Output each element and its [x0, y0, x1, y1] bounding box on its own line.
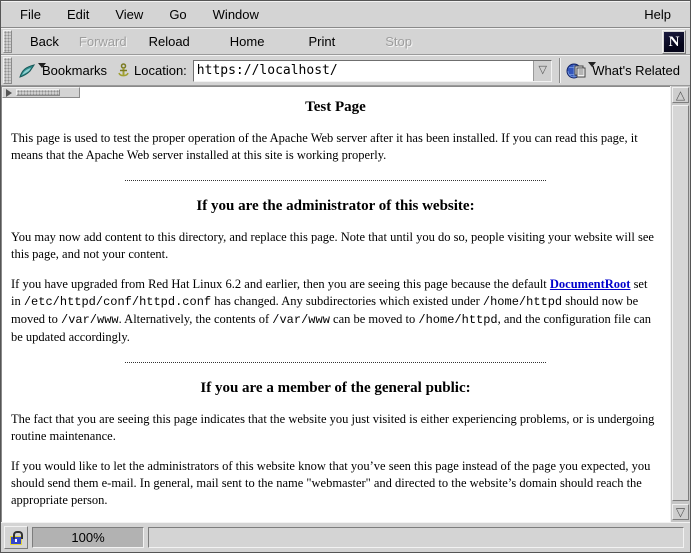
collapsed-personal-toolbar-tab[interactable] — [2, 87, 80, 98]
scrollbar-thumb[interactable] — [672, 105, 689, 501]
url-field-frame — [193, 60, 552, 82]
back-button[interactable]: Back — [30, 34, 59, 49]
horizontal-rule — [125, 180, 547, 182]
security-lock-button[interactable] — [4, 526, 28, 549]
upgrade-text: . Alternatively, the contents of — [118, 312, 273, 326]
whats-related-button[interactable] — [562, 60, 684, 81]
bookmark-icon — [18, 63, 37, 79]
menu-edit[interactable]: Edit — [66, 7, 90, 22]
admin-paragraph: You may now add content to this directory, and replace this page. Note that until you do so, people visiting your website will see this page, and not your content. — [11, 230, 654, 261]
progress-indicator: 100% — [32, 527, 144, 548]
page-viewport — [1, 86, 670, 522]
locationbar-grip-handle[interactable] — [3, 57, 12, 84]
menu-window[interactable]: Window — [212, 7, 259, 22]
upgrade-paragraph — [11, 276, 660, 346]
status-message — [148, 527, 684, 548]
home-button[interactable]: Home — [229, 34, 265, 49]
stop-button: Stop — [385, 34, 412, 49]
menu-file[interactable]: File — [20, 7, 41, 22]
url-history-dropdown-button[interactable]: ▽ — [533, 61, 551, 81]
path-code: /var/www — [272, 313, 330, 327]
whats-related-label: What's Related — [592, 63, 680, 78]
path-code: /home/httpd — [418, 313, 498, 327]
reload-button[interactable]: Reload — [148, 34, 190, 49]
expand-toolbar-arrow-icon — [6, 89, 12, 97]
location-bar — [1, 55, 690, 86]
location-label: Location: — [134, 63, 187, 78]
upgrade-text: can be moved to — [329, 312, 419, 326]
web-page — [2, 87, 670, 522]
collapsed-toolbar-grip — [16, 89, 60, 96]
path-code: /home/httpd — [482, 295, 563, 309]
bookmarks-label: Bookmarks — [42, 63, 108, 78]
locationbar-separator — [559, 58, 561, 83]
whats-related-dropdown-icon — [588, 62, 596, 67]
admin-heading: If you are the administrator of this website: — [196, 198, 475, 214]
whats-related-globe-icon — [566, 62, 587, 79]
public-paragraph-1: The fact that you are seeing this page indicates that the website you just visited is either experiencing problems, or is undergoing routine maintenance. — [11, 412, 655, 443]
status-bar — [1, 522, 690, 552]
upgrade-text: If you have upgraded from Red Hat Linux 6.2 and earlier, then you are seeing this page because the default — [11, 277, 550, 291]
documentroot-link[interactable]: DocumentRoot — [549, 277, 631, 291]
navigation-toolbar — [1, 28, 690, 55]
path-code: /var/www — [61, 313, 119, 327]
scroll-up-button[interactable]: △ — [672, 87, 689, 103]
public-paragraph-2: If you would like to let the administrators of this website know that you’ve seen this page instead of the page you expected, you should send them e-mail. In general, mail sent to the name "webmaster" and directed to the website’s domain should reach the appropriate person. — [11, 459, 651, 507]
url-input[interactable] — [194, 61, 533, 81]
menu-help[interactable]: Help — [644, 7, 671, 22]
upgrade-text: should now be moved to — [11, 294, 639, 326]
print-button[interactable]: Print — [308, 34, 336, 49]
upgrade-text: has changed. Any subdirectories which existed under — [211, 294, 483, 308]
menu-view[interactable]: View — [115, 7, 144, 22]
toolbar-grip-handle[interactable] — [3, 30, 12, 53]
upgrade-text: , and the configuration file can be updated accordingly. — [11, 312, 652, 344]
scroll-down-button[interactable]: ▽ — [672, 504, 689, 520]
bookmarks-dropdown-icon — [38, 63, 46, 68]
netscape-logo-icon: N — [664, 32, 684, 52]
public-heading: If you are a member of the general public: — [200, 380, 471, 396]
upgrade-text: set in — [11, 277, 648, 308]
path-code: /etc/httpd/conf/httpd.conf — [23, 295, 212, 309]
horizontal-rule — [125, 362, 547, 364]
lock-icon — [10, 536, 22, 545]
netscape-logo-button[interactable] — [662, 30, 686, 54]
page-title: Test Page — [305, 99, 366, 115]
menu-bar — [1, 1, 690, 28]
bookmarks-button[interactable] — [14, 61, 111, 81]
location-anchor-icon[interactable] — [117, 63, 130, 79]
content-row — [1, 86, 690, 522]
forward-button: Forward — [78, 34, 127, 49]
vertical-scrollbar[interactable] — [670, 86, 690, 522]
menu-go[interactable]: Go — [169, 7, 187, 22]
intro-paragraph: This page is used to test the proper operation of the Apache Web server after it has been installed. If you can read this page, it means that the Apache Web server installed at this site is working properly. — [11, 131, 638, 162]
